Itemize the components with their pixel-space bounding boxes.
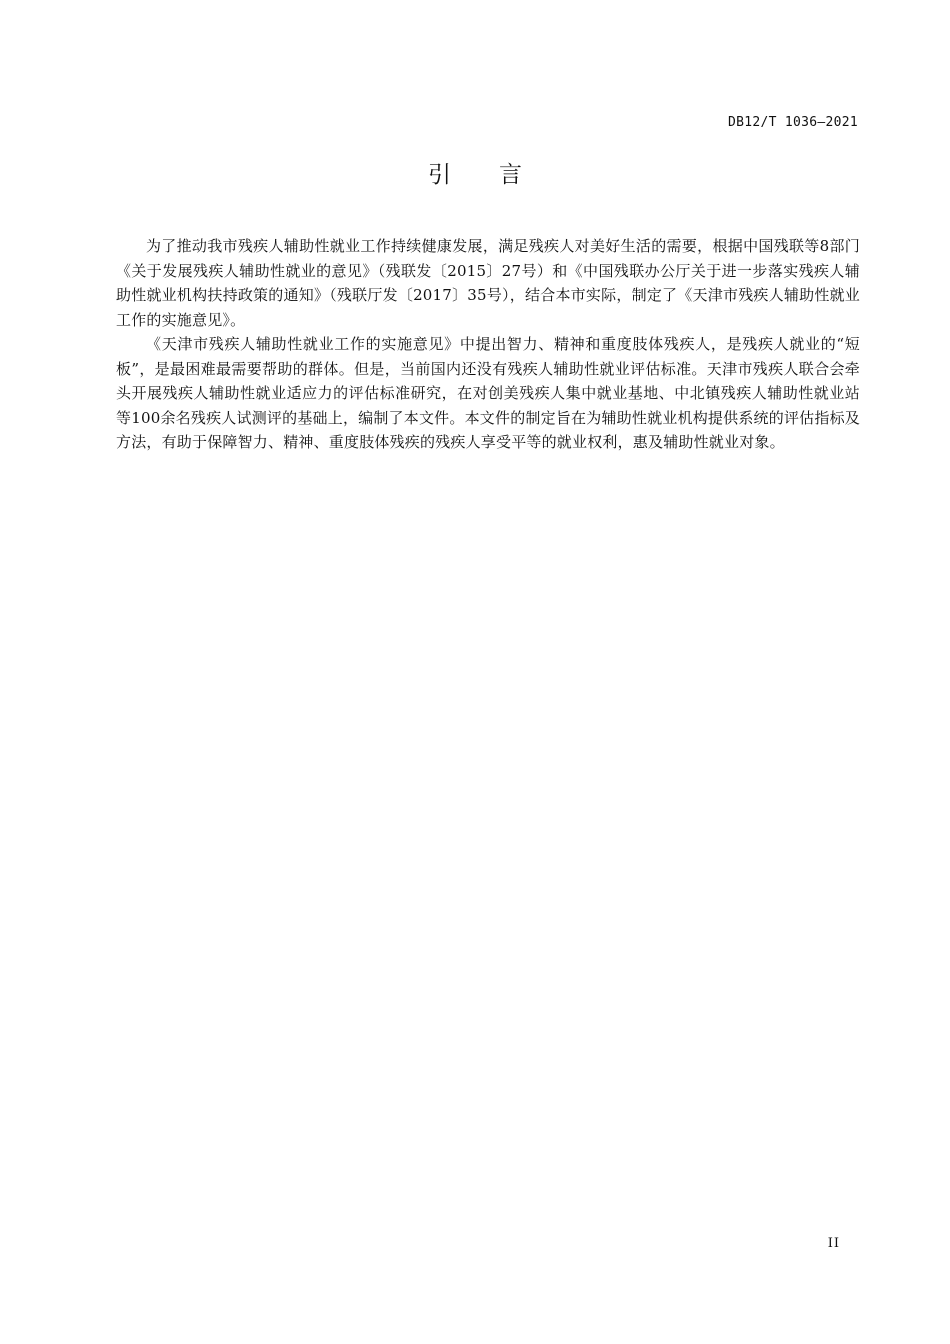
page-number: II: [827, 1236, 840, 1251]
paragraph: 《天津市残疾人辅助性就业工作的实施意见》中提出智力、精神和重度肢体残疾人，是残疾人就业的“短板”，是最困难最需要帮助的群体。但是，当前国内还没有残疾人辅助性就业评估标准。天津市残疾人联合会牵头开展残疾人辅助性就业适应力的评估标准研究，在对创美残疾人集中就业基地、中北镇残疾人辅助性就业站等100余名残疾人试测评的基础上，编制了本文件。本文件的制定旨在为辅助性就业机构提供系统的评估指标及方法，有助于保障智力、精神、重度肢体残疾的残疾人享受平等的就业权利，惠及辅助性就业对象。: [116, 335, 860, 451]
section-title: 引言: [428, 162, 570, 188]
body-text: [116, 234, 860, 455]
paragraph: 为了推动我市残疾人辅助性就业工作持续健康发展，满足残疾人对美好生活的需要，根据中国残联等8部门《关于发展残疾人辅助性就业的意见》（残联发〔2015〕27号）和《中国残联办公厅关于进一步落实残疾人辅助性就业机构扶持政策的通知》（残联厅发〔2017〕35号），结合本市实际，制定了《天津市残疾人辅助性就业工作的实施意见》。: [116, 237, 860, 329]
standard-code: DB12/T 1036—2021: [727, 115, 858, 130]
